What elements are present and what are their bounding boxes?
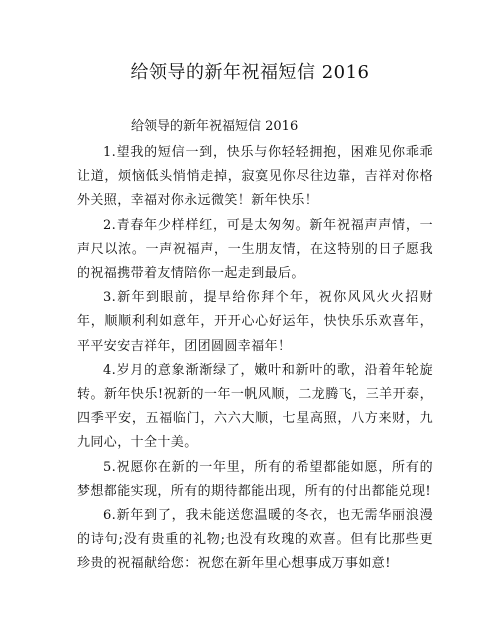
paragraph-1: 1.望我的短信一到，快乐与你轻轻拥抱，困难见你乖乖让道，烦恼低头悄悄走掉，寂寞见你尽往边靠，吉祥对你格外关照，幸福对你永远微笑！新年快乐！: [77, 145, 433, 209]
paragraph-4: 4.岁月的意象渐渐绿了，嫩叶和新叶的歌，沿着年轮旋转。新年快乐!祝新的一年一帆风顺，二龙腾飞，三羊开泰，四季平安，五福临门，六六大顺，七星高照，八方来财，九九同心，十全十美。: [77, 362, 433, 451]
paragraph-3: 3.新年到眼前，提早给你拜个年，祝你风风火火招财年，顺顺利利如意年，开开心心好运年，快快乐乐欢喜年，平平安安吉祥年，团团圆圆幸福年！: [77, 290, 433, 354]
document-title: 给领导的新年祝福短信 2016: [130, 62, 370, 83]
paragraph-6: 6.新年到了，我未能送您温暖的冬衣，也无需华丽浪漫的诗句;没有贵重的礼物;也没有玫瑰的欢喜。但有比那些更珍贵的祝福献给您：祝您在新年里心想事成万事如意!: [77, 508, 433, 572]
paragraph-2: 2.青春年少样样红，可是太匆匆。新年祝福声声情，一声尺以浓。一声祝福声，一生朋友情，在这特别的日子愿我的祝福携带着友情陪你一起走到最后。: [77, 217, 433, 282]
document-body: [77, 141, 433, 577]
paragraph-5: 5.祝愿你在新的一年里，所有的希望都能如愿，所有的梦想都能实现，所有的期待都能出现，所有的付出都能兑现!: [77, 459, 433, 499]
document-subtitle: 给领导的新年祝福短信 2016: [131, 119, 299, 134]
